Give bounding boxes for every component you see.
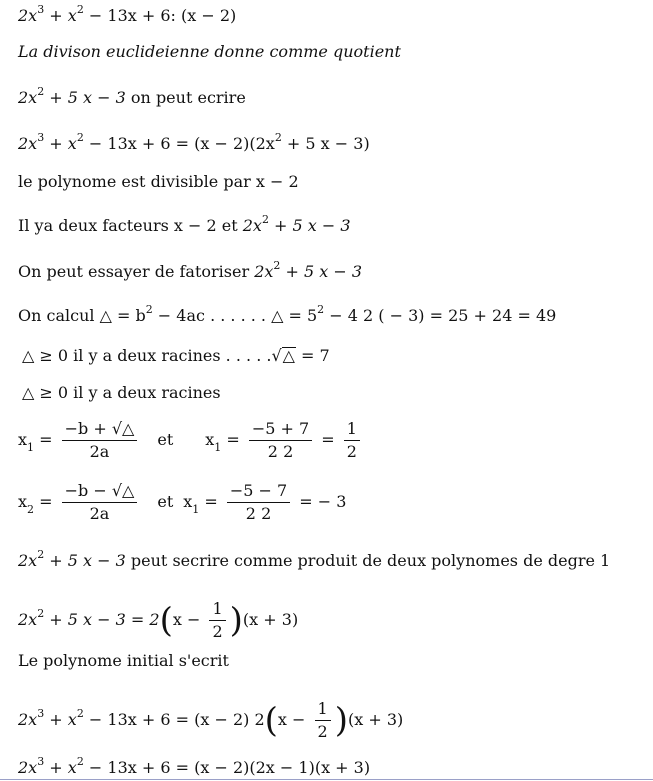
text: On calcul △ = b [18, 306, 146, 325]
exponent: 2 [76, 131, 84, 144]
expr-term: 2x [254, 262, 274, 281]
fraction [344, 420, 360, 461]
factors-line [18, 213, 351, 236]
variable: x [18, 492, 28, 511]
root-x1-formula [18, 420, 364, 461]
factored-equation [18, 131, 370, 154]
denominator: 2 [346, 442, 357, 461]
text: = − 3 [294, 492, 347, 511]
exponent: 2 [145, 303, 153, 316]
text: (x + 3) [242, 610, 299, 629]
text: x − [172, 610, 206, 629]
right-paren: ) [229, 600, 243, 641]
expr-term: − 13x + 6 = (x − 2)(2x [83, 134, 275, 153]
expr-term: + 5 x − 3 [44, 88, 126, 107]
subscript: 1 [214, 441, 222, 454]
subscript: 2 [27, 503, 35, 516]
product-statement [18, 548, 611, 571]
initial-polynomial-note: Le polynome initial s'ecrit [18, 651, 229, 670]
expr-term: 2x [18, 88, 38, 107]
exponent: 2 [261, 213, 269, 226]
fraction [209, 600, 225, 641]
expr-term: + 5 x − 3 = 2 [44, 610, 160, 629]
subscript: 1 [27, 441, 35, 454]
expr-term: 2x [18, 610, 38, 629]
expr-term: + x [44, 758, 77, 777]
divisibility-note: le polynome est divisible par x − 2 [18, 172, 299, 191]
exponent: 3 [37, 755, 45, 768]
equals: = [34, 492, 58, 511]
equals: = [316, 430, 340, 449]
text: − 4 2 ( − 3) = 25 + 24 = 49 [324, 306, 557, 325]
exponent: 2 [274, 131, 282, 144]
text: − 13x + 6 = (x − 2) 2 [83, 710, 265, 729]
factorize-line [18, 259, 363, 282]
text: x − [277, 710, 311, 729]
expr-term: 2x [18, 134, 38, 153]
variable: x [183, 492, 193, 511]
text: et [157, 492, 174, 511]
expr-term: + 5 x − 3 [280, 262, 363, 281]
expr-term: + x [44, 6, 77, 25]
numerator: −b + √△ [62, 420, 138, 441]
discriminant-line [18, 303, 557, 326]
text: Il ya deux facteurs x − 2 et [18, 216, 243, 235]
exponent: 3 [37, 131, 45, 144]
variable: x [18, 430, 28, 449]
expr-term: + 5 x − 3 [268, 216, 351, 235]
expr-term: + 5 x − 3 [44, 551, 126, 570]
roots-sqrt-line: △ ≥ 0 il y a deux racines . . . . .√△ = 7 [22, 346, 330, 365]
exponent: 2 [317, 303, 325, 316]
denominator: 2 2 [245, 504, 272, 523]
factored-quadratic [18, 600, 298, 641]
expr-term: 2x [242, 216, 262, 235]
text: − 13x + 6 = (x − 2)(2x − 1)(x + 3) [83, 758, 371, 777]
root-x2-formula [18, 482, 346, 523]
text: (x + 3) [347, 710, 404, 729]
right-paren: ) [334, 700, 348, 741]
exponent: 2 [37, 85, 45, 98]
exponent: 2 [273, 259, 281, 272]
exponent: 2 [76, 755, 84, 768]
text: = 7 [295, 346, 330, 365]
initial-polynomial-factored [18, 700, 403, 741]
fraction [249, 420, 312, 461]
subscript: 1 [192, 503, 200, 516]
fraction [62, 420, 138, 461]
fraction [315, 700, 331, 741]
equals: = [221, 430, 245, 449]
exponent: 2 [76, 707, 84, 720]
expr-term: + 5 x − 3) [281, 134, 370, 153]
left-paren: ( [264, 700, 278, 741]
numerator: 1 [344, 420, 360, 441]
text: On peut essayer de fatoriser [18, 262, 255, 281]
denominator: 2 [317, 722, 328, 741]
exponent: 3 [37, 707, 45, 720]
expr-term: 2x [18, 551, 38, 570]
variable: x [205, 430, 215, 449]
roots-line: △ ≥ 0 il y a deux racines [22, 383, 221, 402]
denominator: 2 [212, 622, 223, 641]
equals: = [34, 430, 58, 449]
text: peut secrire comme produit de deux polynomes de degre 1 [125, 551, 611, 570]
numerator: 1 [209, 600, 225, 621]
numerator: −5 + 7 [249, 420, 312, 441]
text: △ ≥ 0 il y a deux racines . . . . . [22, 346, 272, 365]
final-factorization [18, 755, 371, 778]
text: on peut ecrire [125, 88, 246, 107]
text: − 4ac . . . . . . △ = 5 [152, 306, 318, 325]
quotient-line [18, 85, 246, 108]
equals: = [199, 492, 223, 511]
numerator: −b − √△ [62, 482, 138, 503]
numerator: −5 − 7 [227, 482, 290, 503]
expr-term: + x [44, 134, 77, 153]
denominator: 2 2 [267, 442, 294, 461]
exponent: 3 [37, 3, 45, 16]
exponent: 2 [37, 607, 45, 620]
denominator: 2a [89, 504, 110, 523]
exponent: 2 [37, 548, 45, 561]
fraction [62, 482, 138, 523]
expr-term: − 13x + 6: (x − 2) [83, 6, 237, 25]
numerator: 1 [315, 700, 331, 721]
exponent: 2 [76, 3, 84, 16]
expr-term: 2x [18, 758, 38, 777]
division-statement [18, 3, 237, 26]
expr-term: + x [44, 710, 77, 729]
bottom-divider [0, 779, 653, 780]
expr-term: 2x [18, 710, 38, 729]
denominator: 2a [89, 442, 110, 461]
sqrt-radicand: △ [282, 346, 295, 365]
text: et [157, 430, 174, 449]
left-paren: ( [159, 600, 173, 641]
fraction [227, 482, 290, 523]
expr-term: 2x [18, 6, 38, 25]
quotient-intro: La divison euclideienne donne comme quotient [18, 42, 401, 61]
